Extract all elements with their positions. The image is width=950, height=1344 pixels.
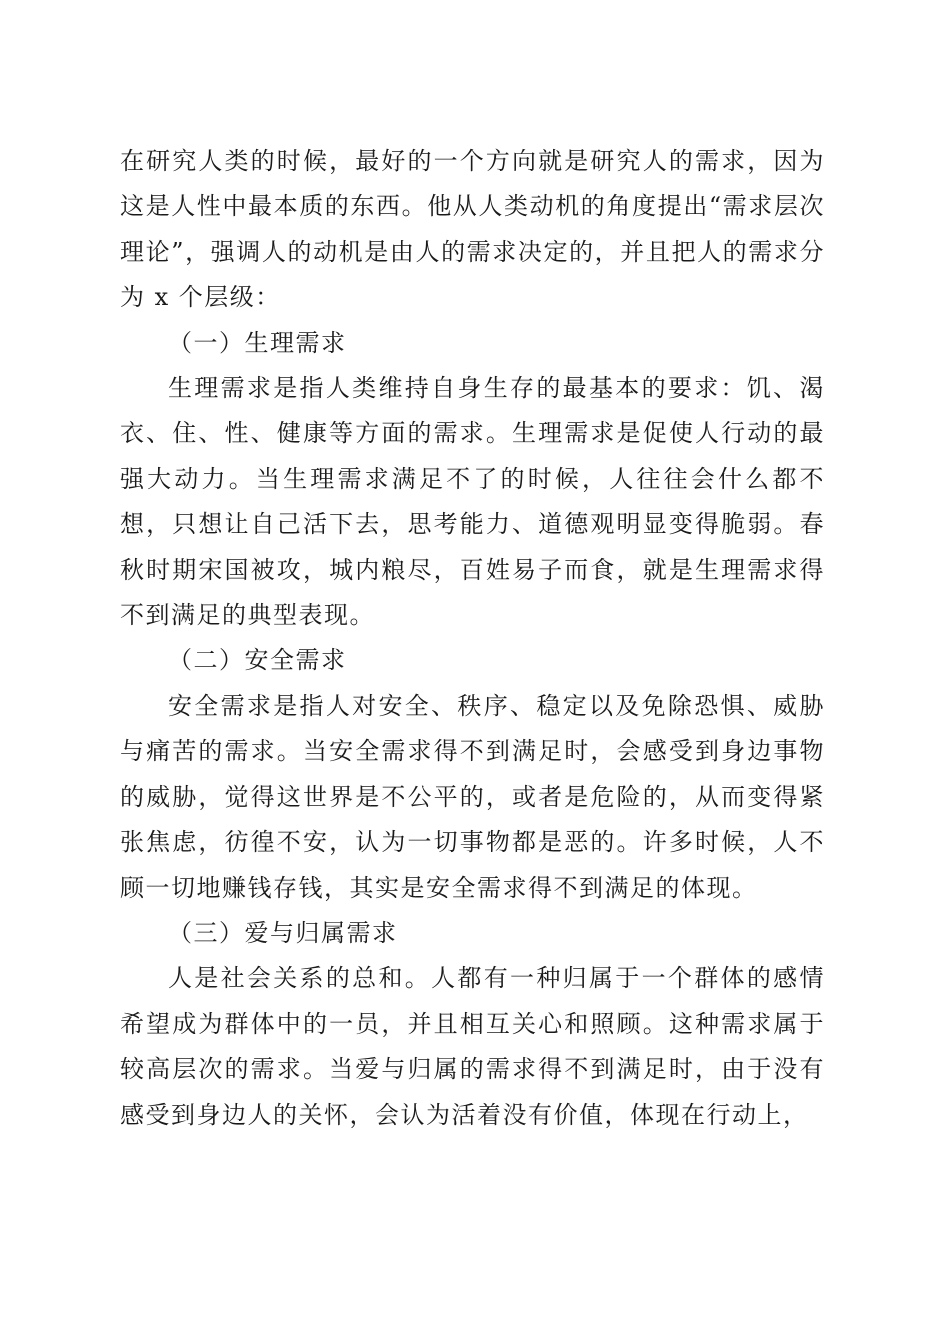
intro-paragraph: 在研究人类的时候，最好的一个方向就是研究人的需求，因为这是人性中最本质的东西。他从人类动机的角度提出“需求层次理论”，强调人的动机是由人的需求决定的，并且把人的需求分为 x 个层级： [120,147,825,312]
section-heading-safety: （二）安全需求 [168,646,347,675]
section-heading-physiological: （一）生理需求 [168,328,347,357]
belonging-paragraph: 人是社会关系的总和。人都有一种归属于一个群体的感情希望成为群体中的一员，并且相互关心和照顾。这种需求属于较高层次的需求。当爱与归属的需求得不到满足时，由于没有感受到身边人的关怀，会认为活着没有价值，体现在行动上， [120,964,825,1129]
safety-paragraph: 安全需求是指人对安全、秩序、稳定以及免除恐惧、威胁与痛苦的需求。当安全需求得不到满足时，会感受到身边事物的威胁，觉得这世界是不公平的，或者是危险的，从而变得紧张焦虑，彷徨不安，认为一切事物都是恶的。许多时候，人不顾一切地赚钱存钱，其实是安全需求得不到满足的体现。 [120,691,825,902]
section-heading-belonging: （三）爱与归属需求 [168,918,398,947]
physiological-paragraph: 生理需求是指人类维持自身生存的最基本的要求：饥、渴衣、住、性、健康等方面的需求。生理需求是促使人行动的最强大动力。当生理需求满足不了的时候，人往往会什么都不想，只想让自己活下去，思考能力、道德观明显变得脆弱。春秋时期宋国被攻，城内粮尽，百姓易子而食，就是生理需求得不到满足的典型表现。 [120,374,825,630]
document-body [120,139,825,1138]
